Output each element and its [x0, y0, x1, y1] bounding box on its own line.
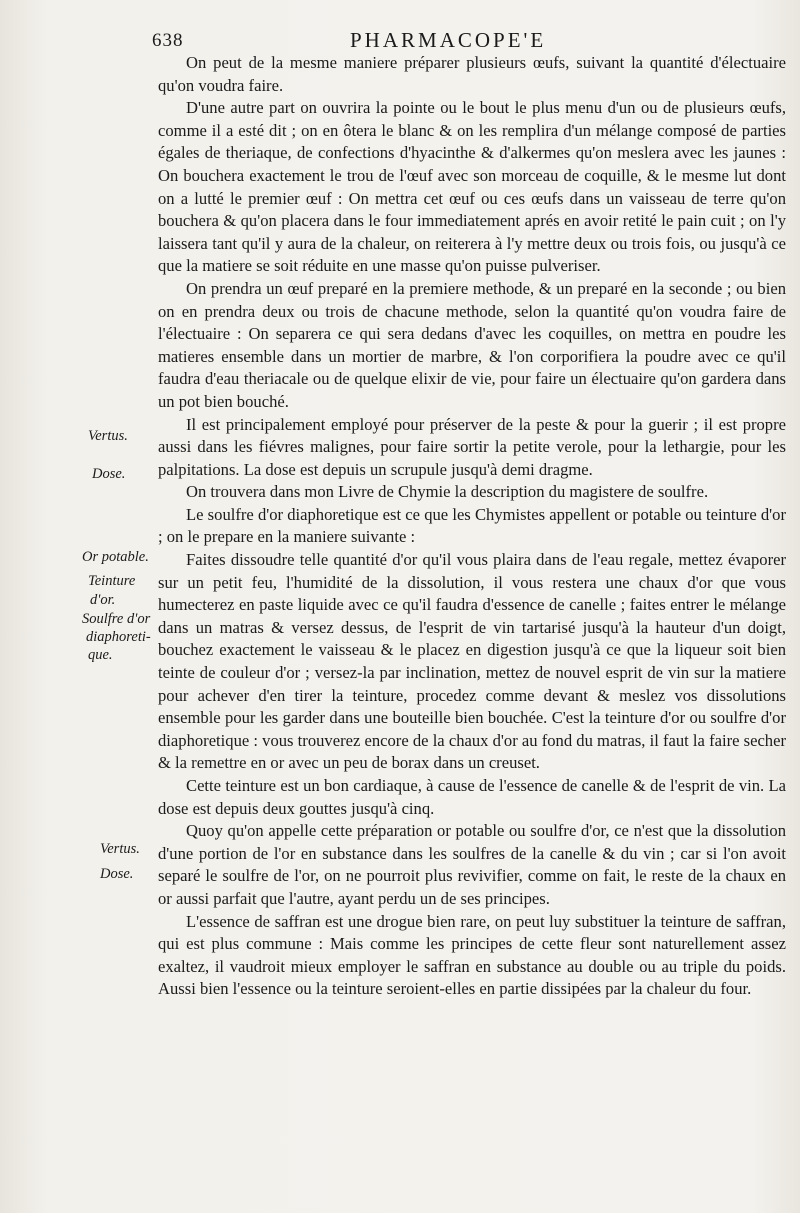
paragraph: L'essence de saffran est une drogue bien rare, on peut luy substituer la teinture de saffran, qui est plus commune : Mais comme les principes de cette fleur sont naturellement assez exaltez, il vaudroit mieux employer le saffran en substance au double ou au triple du poids. Aussi bien l'essence ou la teinture seroient-elles en partie dissipées par la chaleur du four.: [158, 911, 786, 999]
paragraph: On trouvera dans mon Livre de Chymie la description du magistere de soulfre.: [186, 482, 709, 502]
page-number: 638: [152, 30, 184, 51]
paragraph: Cette teinture est un bon cardiaque, à cause de l'essence de canelle & de l'esprit de vin. La dose est depuis deux gouttes jusqu'à cinq.: [158, 776, 786, 818]
paragraph: Faites dissoudre telle quantité d'or qu'il vous plaira dans de l'eau regale, mettez évaporer sur un petit feu, l'humidité de la dissolution, il vous restera une chaux d'or que vous humecterez en paste liquide avec ce qu'il faudra d'essence de canelle ; faites entrer le mélange dans un matras & versez dessus, de l'esprit de vin tartarisé jusqu'à la hauteur d'un doigt, bouchez exactement le vaisseau & le placez en digestion jusqu'à ce que la liqueur soit bien teinte de couleur d'or ; versez-la par inclination, mettez de nouvel esprit de vin sur la matiere pour achever d'en tirer la teinture, procedez comme devant & meslez vos dissolutions ensemble pour les garder dans une bouteille bien bouchée. C'est la teinture d'or ou soulfre d'or diaphoretique : vous trouverez encore de la chaux d'or au fond du matras, il faut la faire secher & la remettre en or avec un peu de borax dans un creuset.: [158, 550, 786, 773]
running-title: PHARMACOPE'E: [350, 28, 547, 52]
paragraph: D'une autre part on ouvrira la pointe ou le bout le plus menu d'un ou de plusieurs œufs, comme il a esté dit ; on en ôtera le blanc & on les remplira d'un mélange composé de parties égales de theriaque, de confections d'hyacinthe & d'alkermes qu'on meslera avec les jaunes : On bouchera exactement le trou de l'œuf avec son morceau de coquille, & le mesme lut dont on a lutté le premier œuf : On mettra cet œuf ou ces œufs dans un vaisseau de terre qu'on bouchera & qu'on placera dans le four immediatement aprés en avoir retité le pain cuit ; on l'y laissera tant qu'il y aura de la chaleur, on reiterera à l'y mettre deux ou trois fois, ou jusqu'à ce que la matiere se soit réduite en une masse qu'on puisse pulveriser.: [158, 98, 786, 276]
paragraph: On prendra un œuf preparé en la premiere methode, & un preparé en la seconde ; ou bien on en prendra deux ou trois de chacune methode, selon la quantité qu'on voudra faire de l'électuaire : On separera ce qui sera dedans d'avec les coquilles, on mettra en poudre les matieres ensemble dans un mortier de marbre, & l'on corporifiera la poudre avec ce qu'il faudra d'eau theriacale ou de quelque elixir de vie, pour faire un électuaire qu'on gardera dans un pot bien bouché.: [158, 278, 786, 411]
margin-notes: [0, 0, 160, 1213]
paragraph: Quoy qu'on appelle cette préparation or potable ou soulfre d'or, ce n'est que la dissolution d'une portion de l'or en substance dans les soulfres de la canelle & du vin ; car si l'on avoit separé le soulfre de l'or, on ne pourroit plus revivifier, comme on fait, le reste de la chaux en or aussi parfait que l'autre, ayant perdu un de ses principes.: [158, 821, 786, 908]
margin-note-or-potable: Or potable.: [82, 549, 149, 565]
margin-note-vertus: Vertus.: [88, 428, 128, 444]
margin-note-dor: d'or.: [90, 592, 116, 608]
paragraph: Il est principalement employé pour préserver de la peste & pour la guerir ; il est propre aussi dans les fiévres malignes, pour faire sortir la petite verole, pour la lethargie, pour les palpitations. La dose est depuis un scrupule jusqu'à demi dragme.: [158, 414, 786, 479]
body-text: [158, 52, 786, 1001]
margin-note-que: que.: [88, 647, 113, 663]
margin-note-diaphoreti: diaphoreti-: [86, 629, 151, 645]
paragraph: Le soulfre d'or diaphoretique est ce que les Chymistes appellent or potable ou teinture d'or ; on le prepare en la maniere suivante :: [158, 504, 786, 547]
margin-note-dose-2: Dose.: [100, 866, 134, 882]
paragraph: On peut de la mesme maniere préparer plusieurs œufs, suivant la quantité d'électuaire qu'on voudra faire.: [158, 53, 786, 95]
margin-note-teinture: Teinture: [88, 573, 136, 589]
margin-note-dose: Dose.: [92, 466, 126, 482]
margin-note-vertus-2: Vertus.: [100, 841, 140, 857]
margin-note-soulfre-dor: Soulfre d'or: [82, 611, 151, 627]
